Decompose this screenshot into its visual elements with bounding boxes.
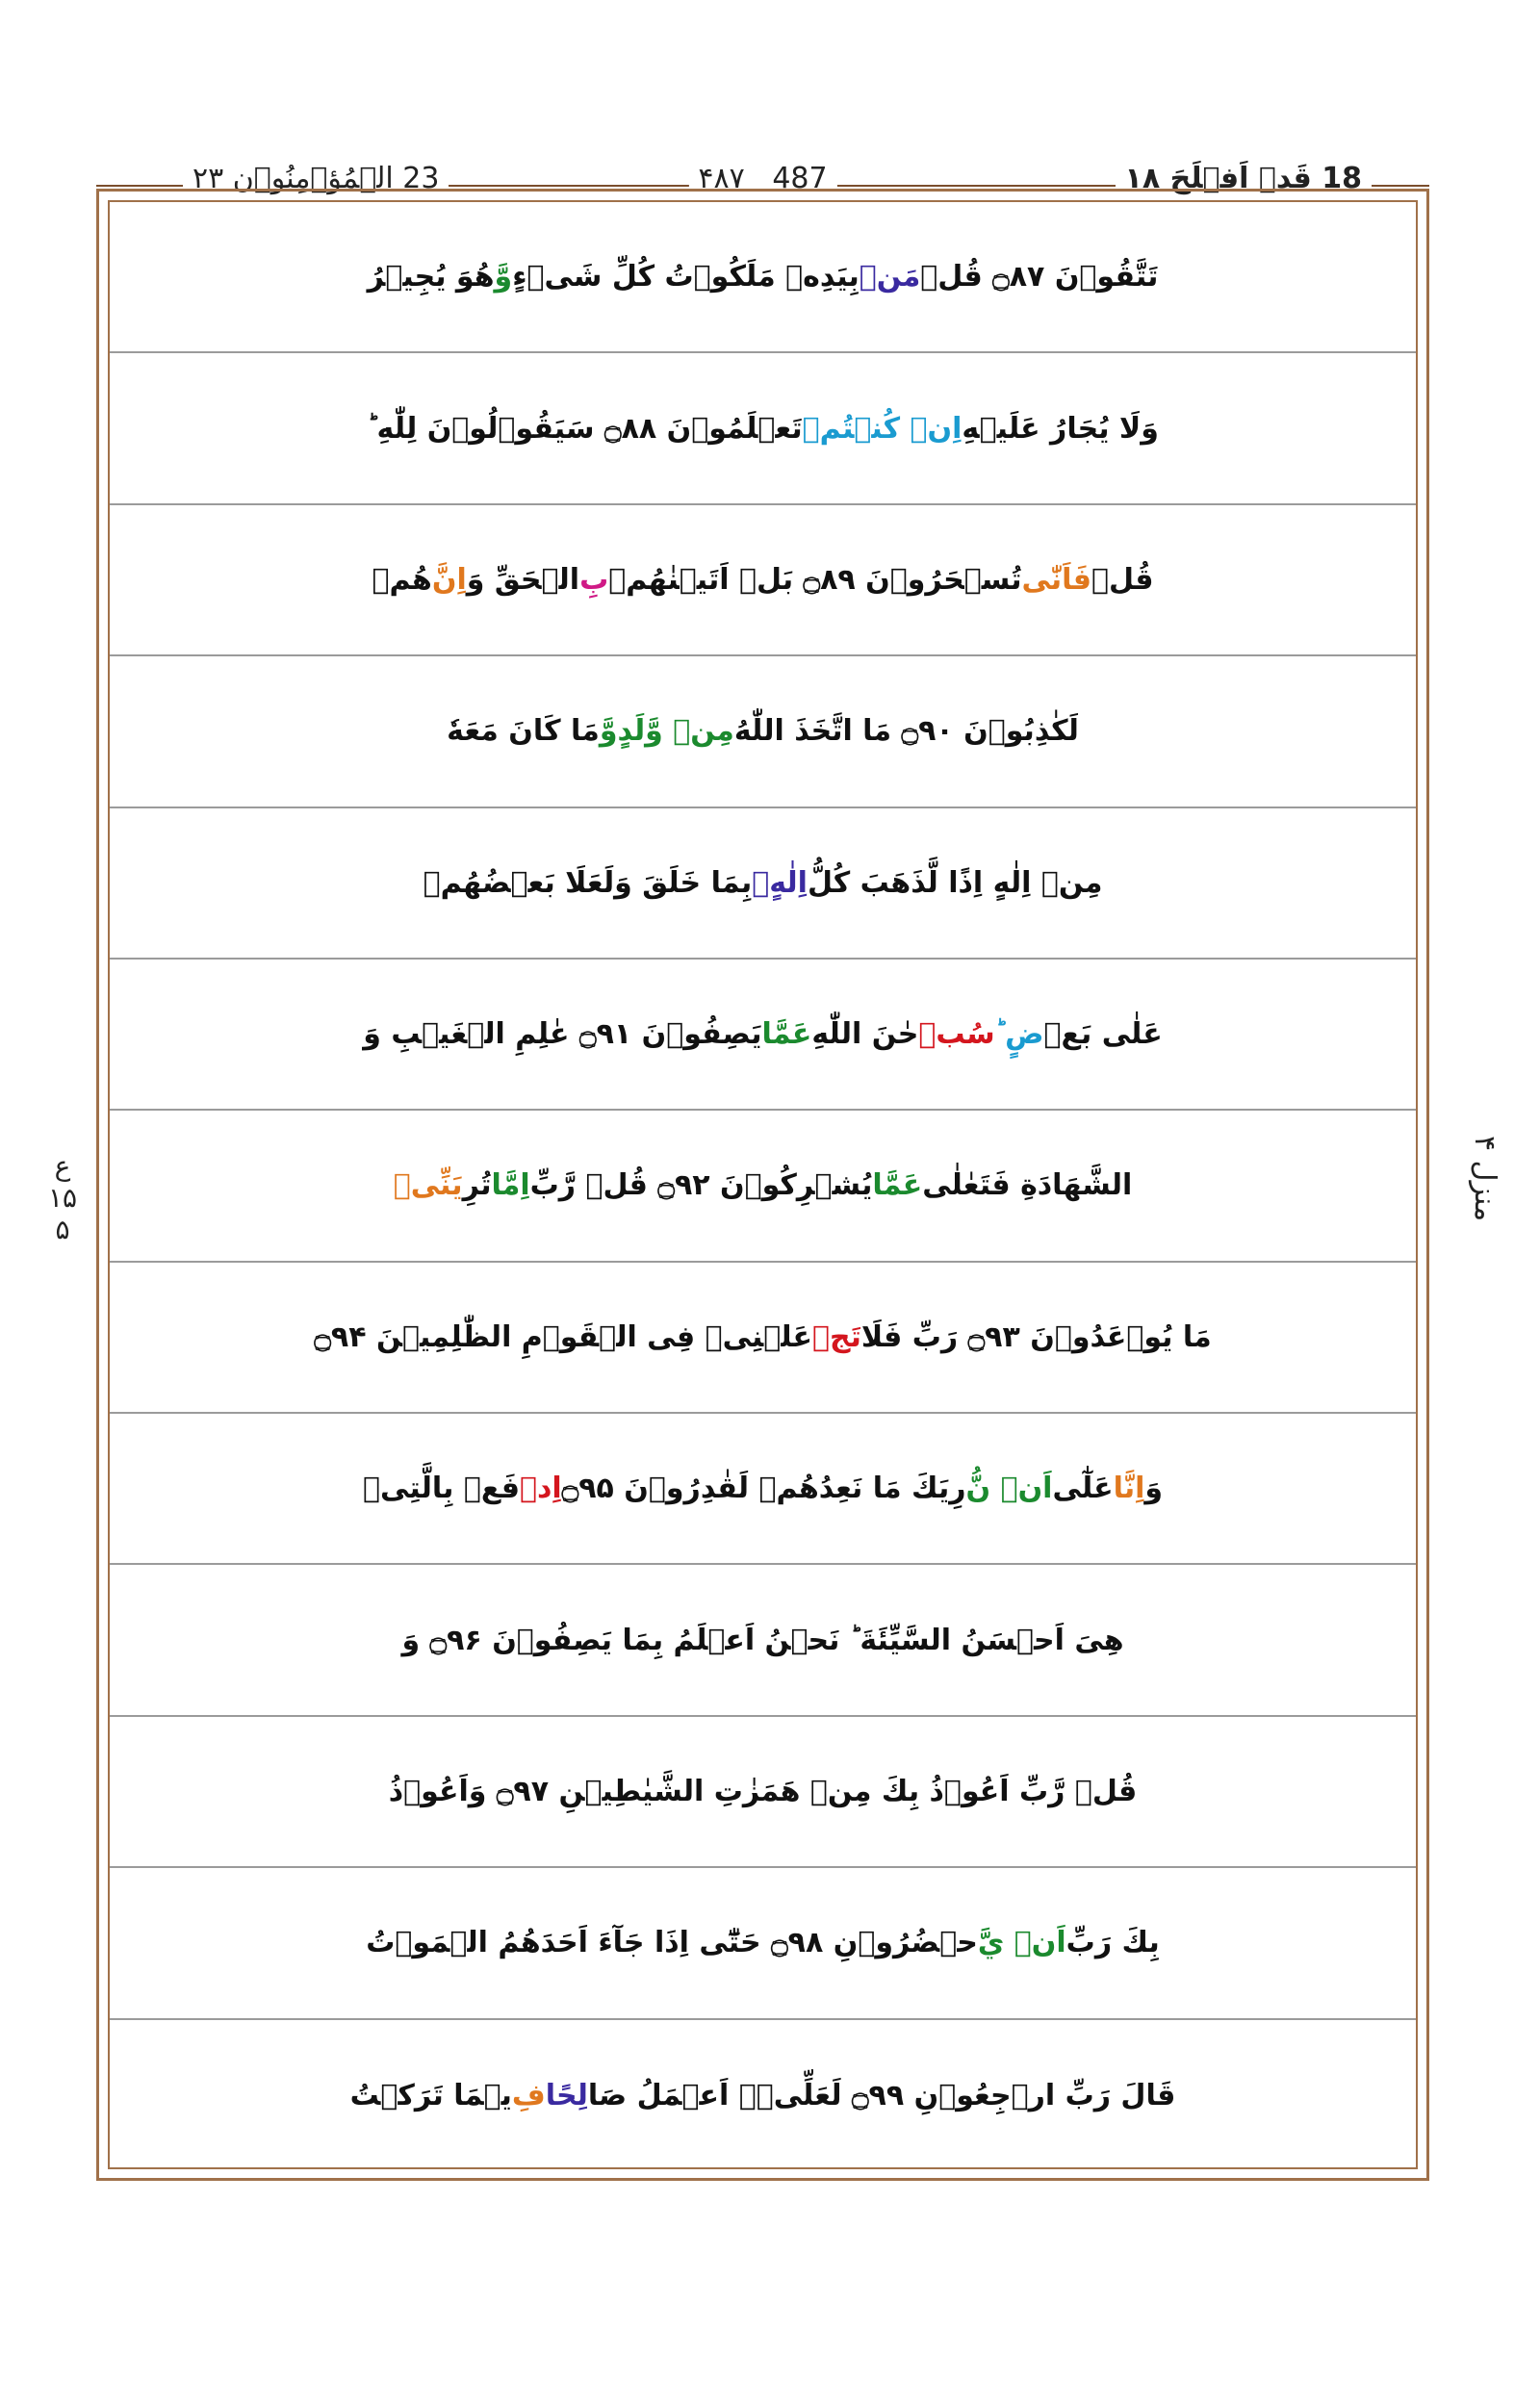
surah-title: 23 الۡمُؤۡمِنُوۡن ۲۳ — [183, 162, 449, 195]
text-segment: تَتَّقُوۡنَ ۝۸۷ قُلۡ — [920, 260, 1159, 294]
text-segment: يَنِّىۡ — [393, 1168, 463, 1203]
text-segment: عَلٰى بَعۡ — [1043, 1017, 1163, 1052]
text-segment: مَنۡ — [859, 260, 921, 294]
text-segment: لِحًا — [545, 2078, 588, 2112]
text-segment: الۡحَقِّ وَ — [466, 562, 580, 597]
text-segment: اَنۡ نُّ — [965, 1472, 1053, 1506]
text-line — [110, 1717, 1416, 1868]
page-number-latin: 487 — [772, 162, 828, 195]
text-line — [110, 1263, 1416, 1414]
manzil-marker: منزل ۴ — [1468, 1136, 1502, 1222]
text-segment: اِنَّ — [431, 562, 467, 597]
text-segment: قُلۡ رَّبِّ اَعُوۡذُ بِكَ مِنۡ هَمَزٰتِ الشَّيٰطِيۡنِ ۝۹۷ وَاَعُوۡذُ — [388, 1775, 1138, 1809]
text-segment: عَمَّا — [872, 1168, 923, 1203]
text-segment: اِمَّا — [491, 1168, 530, 1203]
text-line — [110, 353, 1416, 504]
text-segment: الشَّهَادَةِ فَتَعٰلٰى — [922, 1168, 1133, 1203]
text-segment: فِ — [511, 2078, 546, 2112]
text-segment: بِ — [579, 562, 609, 597]
text-segment: بِكَ رَبِّ — [1065, 1926, 1160, 1960]
text-segment: وَّ — [599, 714, 618, 749]
text-segment: بِيَدِهٖ مَلَكُوۡتُ كُلِّ شَىۡءٍ — [512, 260, 860, 294]
text-segment: تُسۡحَرُوۡنَ ۝۸۹ بَلۡ اَتَيۡنٰهُمۡ — [608, 562, 1022, 597]
text-line — [110, 1111, 1416, 1262]
page-number-arabic: ۴۸۷ — [698, 162, 745, 195]
text-line — [110, 656, 1416, 807]
text-segment: هُوَ يُجِيۡرُ — [367, 260, 495, 294]
text-segment: قَالَ رَبِّ ارۡجِعُوۡنِ ۝۹۹ لَعَلِّىۡۤ اَعۡمَلُ صَا — [587, 2078, 1176, 2112]
text-segment: اِنَّا — [1113, 1472, 1145, 1506]
text-segment: سُبۡ — [918, 1017, 995, 1052]
text-segment: تُرِ — [462, 1168, 492, 1203]
text-segment: تَجۡ — [811, 1319, 861, 1354]
text-segment: قُلۡ — [1091, 562, 1154, 597]
page-frame-inner — [108, 200, 1418, 2169]
text-segment: عَلۡنِىۡ فِى الۡقَوۡمِ الظّٰلِمِيۡنَ ۝۹۴ — [314, 1319, 812, 1354]
text-segment: اِنۡ كُنۡتُمۡ — [802, 411, 962, 446]
text-segment: حٰنَ اللّٰهِ — [811, 1017, 919, 1052]
text-segment: مِنۡ اِلٰهٍ اِذًا لَّذَهَبَ كُلُّ — [807, 865, 1103, 900]
text-line — [110, 2020, 1416, 2171]
juz-title: 18 قَدۡ اَفۡلَحَ ۱۸ — [1116, 162, 1372, 195]
text-segment: هُمۡ — [372, 562, 432, 597]
text-line — [110, 1868, 1416, 2019]
quran-text-block — [110, 202, 1416, 2167]
text-segment: مَا كَانَ مَعَهٗ — [447, 714, 600, 749]
text-line — [110, 505, 1416, 656]
text-line — [110, 1414, 1416, 1565]
text-line — [110, 1565, 1416, 1716]
text-segment: عَمَّا — [761, 1017, 812, 1052]
text-segment: مِنۡ وَّلَدٍ — [617, 714, 734, 749]
text-line — [110, 202, 1416, 353]
text-segment: ضٍ ؕ — [994, 1017, 1044, 1052]
text-segment: يُشۡرِكُوۡنَ ۝۹۲ قُلۡ رَّبِّ — [529, 1168, 873, 1203]
text-segment: فَاَنّٰى — [1021, 562, 1092, 597]
ruku-marker: ع ۱۵ ۵ — [47, 1150, 78, 1245]
text-segment: يَصِفُوۡنَ ۝۹۱ عٰلِمِ الۡغَيۡبِ وَ — [363, 1017, 762, 1052]
text-segment: فَعۡ بِالَّتِىۡ — [362, 1472, 520, 1506]
text-segment: اِدۡ — [519, 1472, 562, 1506]
text-line — [110, 808, 1416, 960]
text-segment: يۡمَا تَرَكۡتُ — [349, 2078, 512, 2112]
text-segment: عَلٰٓى — [1052, 1472, 1114, 1506]
text-segment: وَلَا يُجَارُ عَلَيۡهِ — [962, 411, 1159, 446]
text-segment: لَكٰذِبُوۡنَ ۝۹۰ مَا اتَّخَذَ اللّٰهُ — [733, 714, 1079, 749]
text-segment: بِمَا خَلَقَ وَلَعَلَا بَعۡضُهُمۡ — [423, 865, 753, 900]
text-segment: وَّ — [494, 260, 513, 294]
text-segment: اَنۡ يَّ — [977, 1926, 1066, 1960]
text-segment: مَا يُوۡعَدُوۡنَ ۝۹۳ رَبِّ فَلَا — [860, 1319, 1212, 1354]
text-line — [110, 960, 1416, 1111]
text-segment: اِلٰهٍۢ — [752, 865, 808, 900]
text-segment: وَ — [1144, 1472, 1164, 1506]
text-segment: حۡضُرُوۡنِ ۝۹۸ حَتّٰٓى اِذَا جَآءَ اَحَدَهُمُ الۡمَوۡتُ — [366, 1926, 978, 1960]
text-segment: تَعۡلَمُوۡنَ ۝۸۸ سَيَقُوۡلُوۡنَ لِلّٰهِ ؕ — [367, 411, 803, 446]
text-segment: هِىَ اَحۡسَنُ السَّيِّئَةَ ؕ نَحۡنُ اَعۡلَمُ بِمَا يَصِفُوۡنَ ۝۹۶ وَ — [401, 1623, 1124, 1657]
text-segment: رِيَكَ مَا نَعِدُهُمۡ لَقٰدِرُوۡنَ ۝۹۵ — [561, 1472, 966, 1506]
